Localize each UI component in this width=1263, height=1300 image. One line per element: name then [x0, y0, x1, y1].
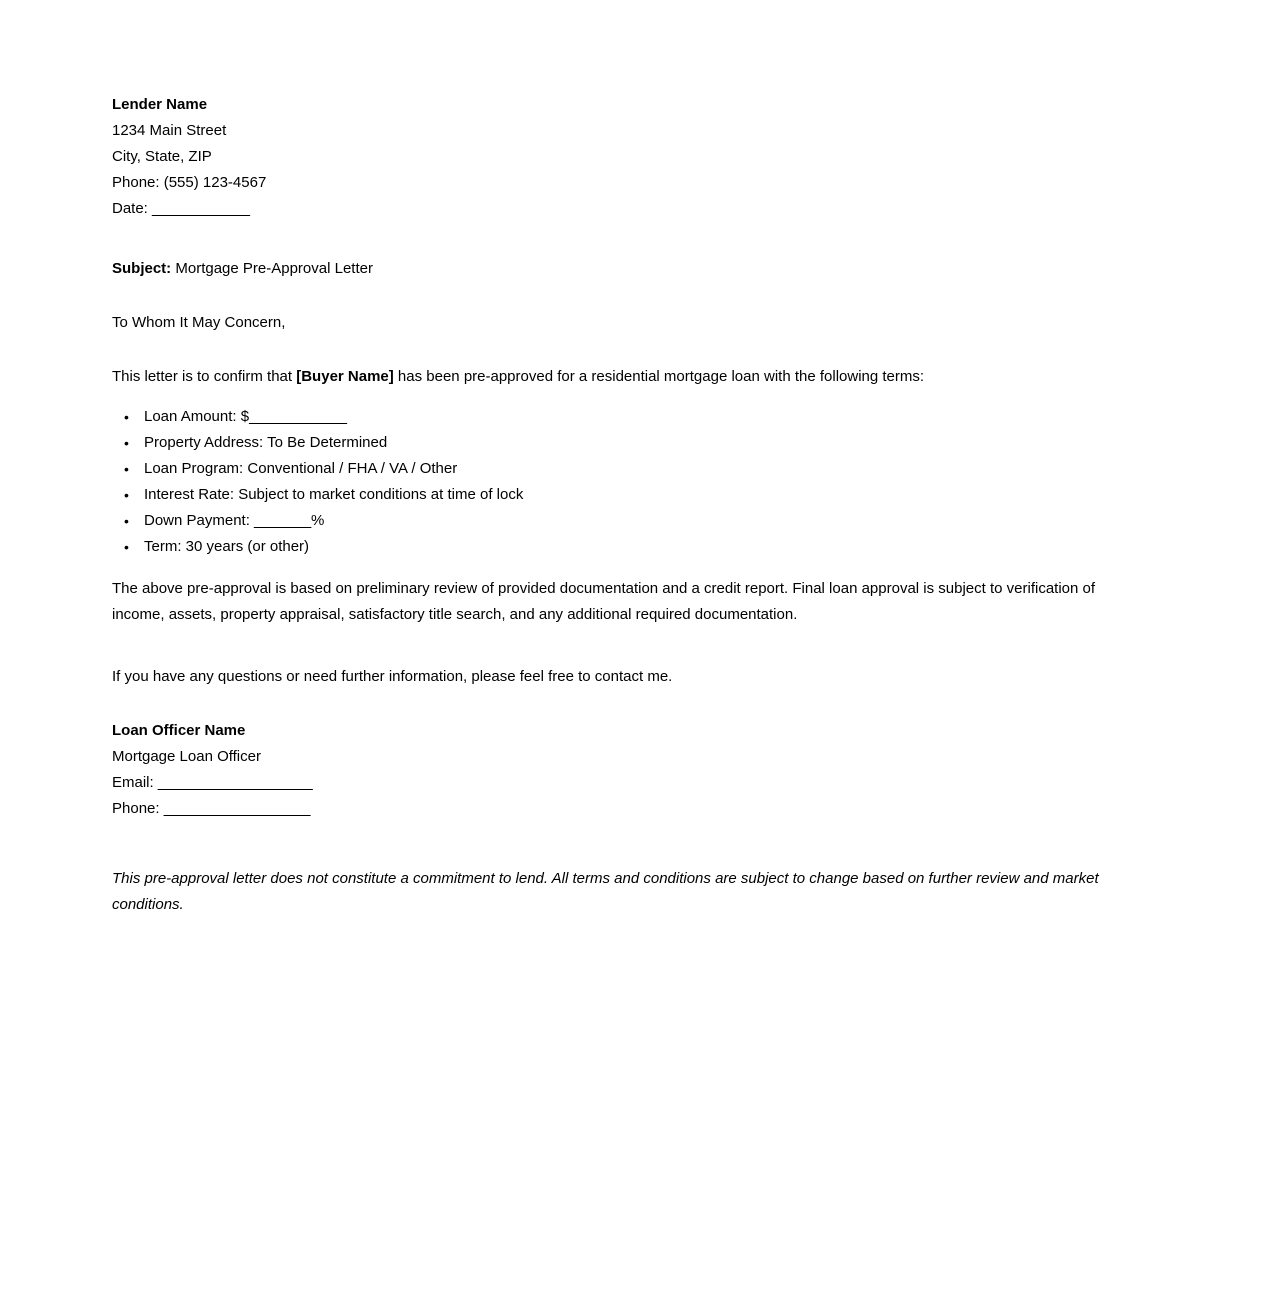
email-blank-field[interactable]: ___________________ [157, 774, 313, 791]
term-suffix: % [311, 512, 325, 529]
list-item [144, 534, 1150, 560]
date-blank-field[interactable]: ____________ [152, 200, 250, 217]
term-label: Loan Amount: $ [144, 408, 250, 425]
spacer-body-paragraph [112, 560, 1150, 576]
buyer-name-placeholder: [Buyer Name] [296, 368, 394, 385]
spacer-salutation [112, 282, 1150, 310]
term-label: Property Address: To Be Determined [144, 434, 388, 451]
phone-blank-field[interactable]: __________________ [163, 800, 311, 817]
lender-name: Lender Name [112, 96, 208, 113]
email-label: Email: [112, 774, 158, 791]
spacer-bullets [112, 390, 1150, 404]
list-item [144, 508, 1150, 534]
spacer-signature [112, 690, 1150, 718]
loan-officer-title: Mortgage Loan Officer [112, 748, 261, 765]
lender-city-state-zip: City, State, ZIP [112, 148, 212, 165]
subject-label: Subject: [112, 260, 172, 277]
spacer-intro [112, 336, 1150, 364]
officer-phone-line [112, 796, 1150, 822]
subject-value: Mortgage Pre-Approval Letter [171, 260, 373, 277]
intro-paragraph [112, 364, 1150, 390]
intro-before: This letter is to confirm that [112, 368, 297, 385]
term-label: Interest Rate: Subject to market conditions at time of lock [144, 486, 524, 503]
term-label: Loan Program: Conventional / FHA / VA / Other [144, 460, 458, 477]
body-paragraph: The above pre-approval is based on preliminary review of provided documentation and a credit report. Final loan approval is subject to verification of income, assets, property appraisal, satisfactory title search, and any additional required documentation. [112, 580, 1096, 623]
down-payment-blank-field[interactable]: _______ [254, 512, 312, 529]
contact-paragraph: If you have any questions or need further information, please feel free to contact me. [112, 668, 673, 685]
date-label: Date: [112, 200, 153, 217]
list-item [144, 456, 1150, 482]
list-item [144, 482, 1150, 508]
lender-street: 1234 Main Street [112, 122, 227, 139]
loan-amount-blank-field[interactable]: ____________ [249, 408, 347, 425]
officer-email-line [112, 770, 1150, 796]
loan-officer-name: Loan Officer Name [112, 722, 246, 739]
intro-after: has been pre-approved for a residential mortgage loan with the following terms: [393, 368, 925, 385]
date-line [112, 196, 1150, 222]
phone-label: Phone: [112, 800, 164, 817]
spacer-contact [112, 628, 1150, 664]
spacer-disclaimer [112, 822, 1150, 866]
list-item [144, 430, 1150, 456]
list-item [144, 404, 1150, 430]
subject-line [112, 256, 1150, 282]
term-label: Term: 30 years (or other) [144, 538, 310, 555]
term-label: Down Payment: [144, 512, 255, 529]
disclaimer-text: This pre-approval letter does not constitute a commitment to lend. All terms and conditions are subject to change based on further review and market conditions. [112, 870, 1099, 913]
loan-terms-list [112, 404, 1150, 560]
salutation: To Whom It May Concern, [112, 314, 286, 331]
spacer-subject [112, 222, 1150, 256]
lender-phone: Phone: (555) 123-4567 [112, 174, 267, 191]
letter-body [112, 92, 1150, 918]
